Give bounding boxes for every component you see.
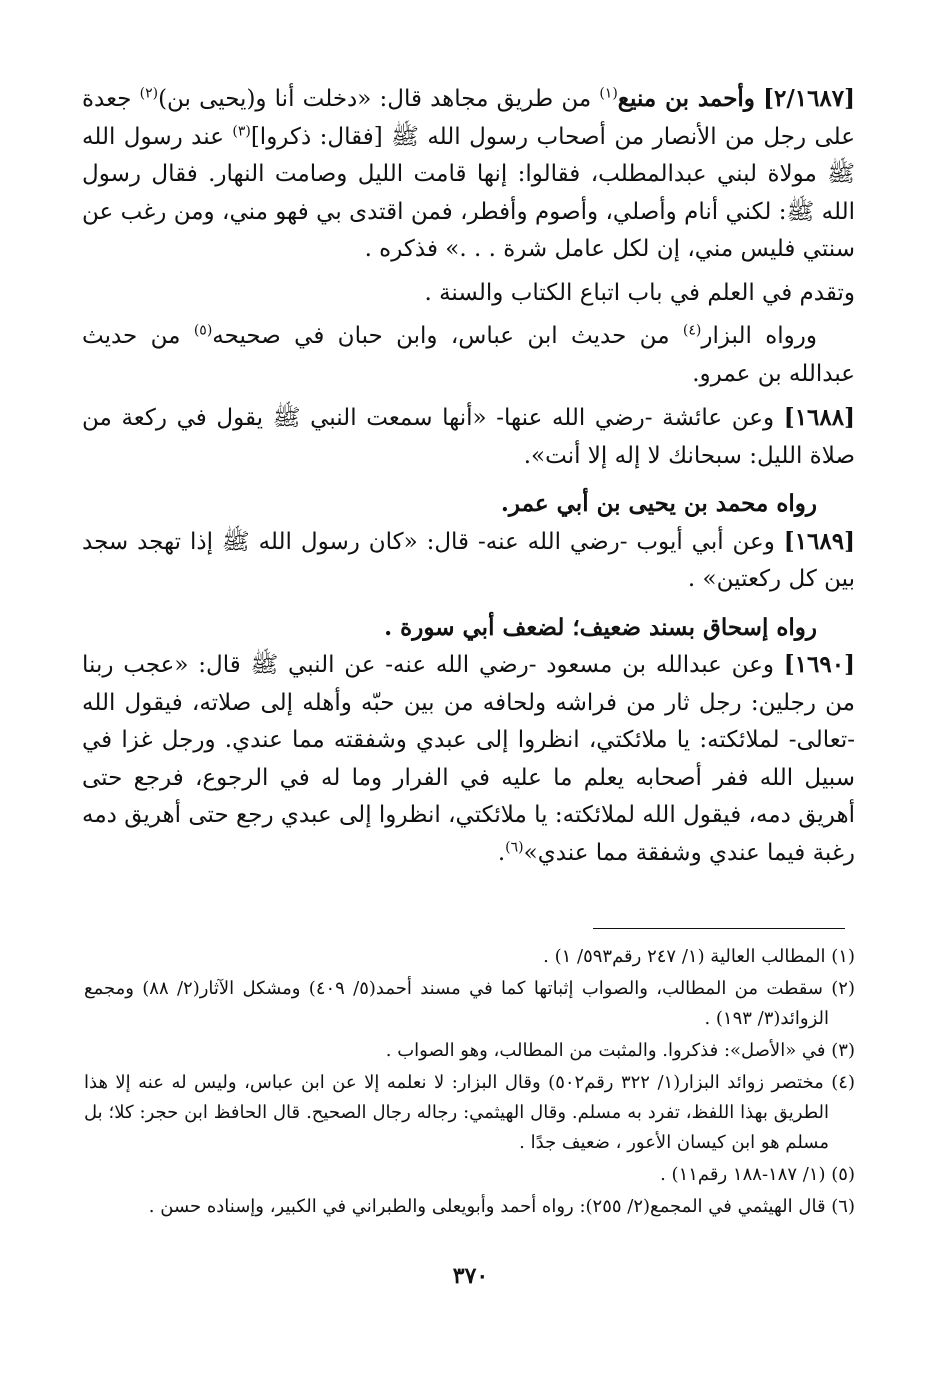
footnote: (٦) قال الهيثمي في المجمع(٢/ ٢٥٥): رواه أحمد وأبويعلى والطبراني في الكبير، وإسناده حسن . <box>148 1196 855 1217</box>
hadith-number: [١٦٨٨] <box>783 404 855 431</box>
footnotes <box>84 942 855 1222</box>
footnote-ref: (٢) <box>139 85 159 102</box>
narration-note: رواه محمد بن يحيى بن أبي عمر. <box>500 490 817 517</box>
narration-note <box>82 318 855 393</box>
narrator-name: وأحمد بن منيع <box>617 85 755 112</box>
hadith-text: وعن عائشة -رضي الله عنها- «أنها سمعت النبي ﷺ يقول في ركعة من صلاة الليل: سبحانك لا إله إلا أنت». <box>82 405 855 469</box>
hadith-text: . <box>497 839 506 866</box>
hadith-text: وعن عبدالله بن مسعود -رضي الله عنه- عن النبي ﷺ قال: «عجب ربنا من رجلين: رجل ثار من فراشه ولحافه من بين حبّه وأهله إلى صلاته، فيقول الله -تعالى- لملائكته: يا ملائكتي، انظروا إلى عبدي وشفقته مما عندي. ورجل غزا في سبيل الله ففر أصحابه يعلم ما عليه في الفرار وما له في الرجوع، فرجع حتى أهريق دمه، فيقول الله لملائكته: يا ملائكتي، انظروا إلى عبدي رجع حتى أهريق دمه رغبة فيما عندي وشفقة مما عندي» <box>82 652 855 866</box>
footnote: (٣) في «الأصل»: فذكروا. والمثبت من المطالب، وهو الصواب . <box>385 1040 855 1061</box>
narration-text: من حديث عبدالله بن عمرو. <box>82 323 855 387</box>
footnote-ref: (٤) <box>682 322 702 339</box>
footnote: (٥) (١/ ١٨٧-١٨٨ رقم١١) . <box>660 1164 855 1185</box>
page-number: ٣٧٠ <box>452 1263 489 1289</box>
hadith-text: وعن أبي أيوب -رضي الله عنه- قال: «كان رسول الله ﷺ إذا تهجد سجد بين كل ركعتين» . <box>82 528 855 592</box>
hadith-number: [١٦٩٠] <box>783 651 855 678</box>
footnote-ref: (٣) <box>232 122 251 139</box>
hadith-number: [٢/١٦٨٧] <box>763 85 856 112</box>
footnote: (١) المطالب العالية (١/ ٢٤٧ رقم٥٩٣/ ١) . <box>543 946 855 967</box>
cross-reference-note: وتقدم في العلم في باب اتباع الكتاب والسنة . <box>424 279 855 306</box>
footnote: (٤) مختصر زوائد البزار(١/ ٣٢٢ رقم٥٠٢) وقال البزار: لا نعلمه إلا عن ابن عباس، وليس له عنه إلا هذا الطريق بهذا اللفظ، تفرد به مسلم. وقال الهيثمي: رجاله رجال الصحيح. قال الحافظ ابن حجر: كلا؛ بل مسلم هو ابن كيسان الأعور ، ضعيف جدًا . <box>84 1072 855 1153</box>
hadith-text: جعدة على رجل من الأنصار من أصحاب رسول الله ﷺ [فقال: ذكروا] <box>82 86 856 150</box>
hadith-1688 <box>82 399 855 475</box>
main-text <box>82 80 855 872</box>
footnote-ref: (٦) <box>505 838 524 855</box>
hadith-text: عند رسول الله ﷺ مولاة لبني عبدالمطلب، فقالوا: إنها قامت الليل وصامت النهار. فقال رسول الله ﷺ: لكني أنام وأصلي، وأصوم وأفطر، فمن اقتدى بي فهو مني، ومن رغب عن سنتي فليس مني، إن لكل عامل شرة . . .» فذكره . <box>82 123 855 262</box>
narration-text: ورواه البزار <box>701 323 817 349</box>
hadith-number: [١٦٨٩] <box>783 527 855 555</box>
footnote-ref: (١) <box>599 85 618 102</box>
footnote: (٢) سقطت من المطالب، والصواب إثباتها كما في مسند أحمد(٥/ ٤٠٩) ومشكل الآثار(٢/ ٨٨) ومجمع الزوائد(٣/ ١٩٣) . <box>84 978 855 1029</box>
footnote-separator <box>593 928 845 929</box>
narration-note: رواه إسحاق بسند ضعيف؛ لضعف أبي سورة . <box>384 613 817 641</box>
narration-text: من حديث ابن عباس، وابن حبان في صحيحه <box>212 323 683 349</box>
hadith-text: من طريق مجاهد قال: «دخلت أنا و(يحيى بن) <box>158 86 600 112</box>
hadith-1687 <box>82 80 855 269</box>
hadith-1690 <box>82 646 855 872</box>
hadith-1689 <box>82 523 855 599</box>
footnote-ref: (٥) <box>193 322 213 339</box>
